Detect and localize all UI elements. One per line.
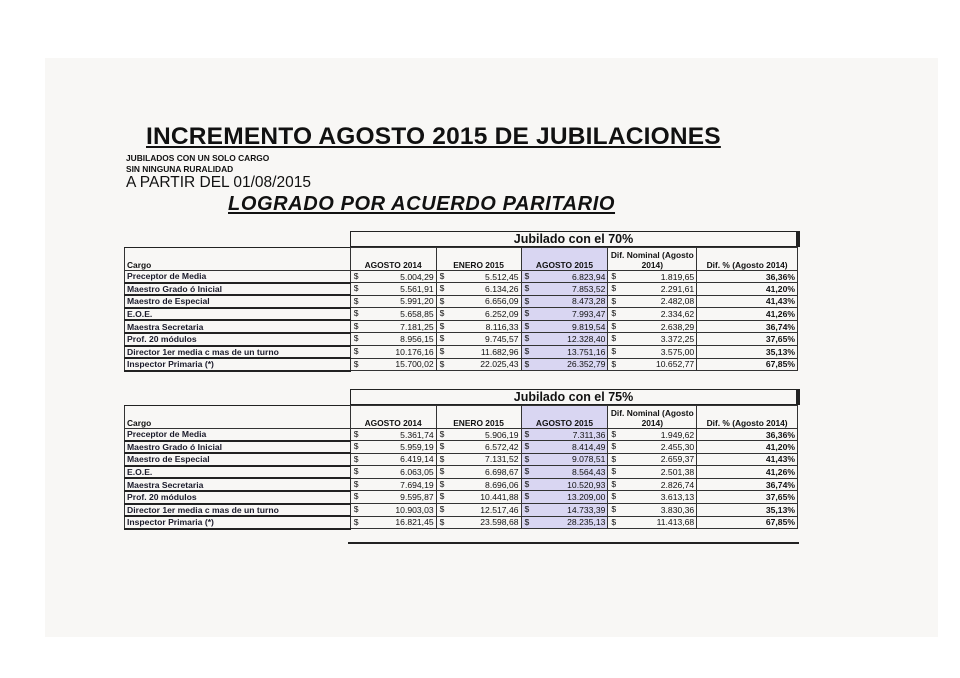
currency-symbol: $ <box>524 504 530 515</box>
currency-symbol: $ <box>353 466 359 477</box>
cell-enero-2015 <box>436 308 521 321</box>
cell-enero-2015 <box>436 466 521 479</box>
amount-value: 7.181,25 <box>400 321 434 332</box>
currency-symbol: $ <box>353 453 359 464</box>
amount-value: 2.659,37 <box>660 454 695 465</box>
amount-value: 22.025,43 <box>480 359 519 370</box>
amount-value: 11.682,96 <box>480 346 519 357</box>
cell-agosto-2015 <box>521 283 608 296</box>
currency-symbol: $ <box>524 478 530 489</box>
currency-symbol: $ <box>439 441 445 452</box>
cell-cargo: Maestro Grado ó Inicial <box>125 441 351 454</box>
amount-value: 5.906,19 <box>485 429 519 440</box>
table-row <box>125 429 798 441</box>
cell-agosto-2015 <box>521 491 608 504</box>
cell-enero-2015 <box>436 441 521 454</box>
amount-value: 10.520,93 <box>567 479 606 490</box>
cell-dif-pct: 37,65% <box>697 491 798 504</box>
table-row <box>125 308 798 321</box>
column-header-agosto-2015: AGOSTO 2015 <box>521 248 608 271</box>
currency-symbol: $ <box>439 320 445 331</box>
currency-symbol: $ <box>611 441 617 452</box>
amount-value: 12.517,46 <box>480 504 519 515</box>
cell-enero-2015 <box>436 504 521 517</box>
cell-enero-2015 <box>436 478 521 491</box>
table-heading: Jubilado con el 70% <box>350 231 800 247</box>
currency-symbol: $ <box>353 504 359 515</box>
currency-symbol: $ <box>611 491 617 502</box>
currency-symbol: $ <box>353 283 359 294</box>
amount-value: 23.598,68 <box>480 517 519 528</box>
subtitle-single-post: JUBILADOS CON UN SOLO CARGO <box>126 153 270 163</box>
currency-symbol: $ <box>353 320 359 331</box>
cell-agosto-2014 <box>350 295 436 308</box>
column-header-agosto-2014: AGOSTO 2014 <box>350 406 436 429</box>
header-row <box>125 248 798 271</box>
currency-symbol: $ <box>524 308 530 319</box>
cell-dif-nominal <box>608 429 697 441</box>
amount-value: 13.209,00 <box>567 492 606 503</box>
column-header-enero-2015: ENERO 2015 <box>436 406 521 429</box>
currency-symbol: $ <box>611 358 617 369</box>
cell-agosto-2014 <box>350 491 436 504</box>
cell-agosto-2015 <box>521 429 608 441</box>
currency-symbol: $ <box>611 478 617 489</box>
amount-value: 2.501,38 <box>660 467 695 478</box>
currency-symbol: $ <box>611 466 617 477</box>
cell-cargo: Maestro de Especial <box>125 295 351 308</box>
amount-value: 8.956,15 <box>400 334 434 345</box>
amount-value: 9.819,54 <box>571 321 606 332</box>
amount-value: 6.252,09 <box>485 309 519 320</box>
column-header-dif-pct: Dif. % (Agosto 2014) <box>697 248 798 271</box>
amount-value: 9.745,57 <box>485 334 519 345</box>
cell-agosto-2014 <box>350 504 436 517</box>
column-header-agosto-2015: AGOSTO 2015 <box>521 406 608 429</box>
column-header-dif-nominal: Dif. Nominal (Agosto 2014) <box>608 248 697 271</box>
cell-cargo: Inspector Primaria (*) <box>125 358 351 371</box>
amount-value: 2.482,08 <box>660 296 695 307</box>
table-row <box>125 333 798 346</box>
cell-enero-2015 <box>436 271 521 283</box>
cell-agosto-2014 <box>350 478 436 491</box>
cell-agosto-2014 <box>350 429 436 441</box>
cell-enero-2015 <box>436 283 521 296</box>
amount-value: 5.959,19 <box>400 441 434 452</box>
currency-symbol: $ <box>353 333 359 344</box>
cell-agosto-2015 <box>521 333 608 346</box>
cell-cargo: E.O.E. <box>125 466 351 479</box>
currency-symbol: $ <box>524 466 530 477</box>
cell-dif-pct: 36,36% <box>697 429 798 441</box>
data-grid <box>124 247 798 372</box>
cell-agosto-2014 <box>350 271 436 283</box>
currency-symbol: $ <box>611 271 617 281</box>
amount-value: 9.595,87 <box>400 492 434 503</box>
currency-symbol: $ <box>353 429 359 439</box>
amount-value: 2.334,62 <box>660 309 695 320</box>
achievement-heading: LOGRADO POR ACUERDO PARITARIO <box>228 193 616 215</box>
currency-symbol: $ <box>439 271 445 281</box>
table-row <box>125 320 798 333</box>
amount-value: 28.235,13 <box>567 517 606 528</box>
cell-dif-nominal <box>608 453 697 466</box>
currency-symbol: $ <box>439 308 445 319</box>
amount-value: 7.131,52 <box>485 454 519 465</box>
cell-agosto-2015 <box>521 441 608 454</box>
cell-dif-pct: 67,85% <box>697 358 798 371</box>
currency-symbol: $ <box>524 429 530 439</box>
cell-dif-nominal <box>608 283 697 296</box>
cell-dif-nominal <box>608 516 697 529</box>
amount-value: 8.696,06 <box>485 479 519 490</box>
table-row <box>125 358 798 371</box>
cell-agosto-2014 <box>350 308 436 321</box>
cell-agosto-2015 <box>521 308 608 321</box>
column-header-dif-nominal: Dif. Nominal (Agosto 2014) <box>608 406 697 429</box>
currency-symbol: $ <box>524 333 530 344</box>
cell-dif-pct: 35,13% <box>697 346 798 359</box>
amount-value: 2.455,30 <box>660 441 695 452</box>
amount-value: 6.572,42 <box>485 441 519 452</box>
cell-enero-2015 <box>436 453 521 466</box>
currency-symbol: $ <box>524 441 530 452</box>
cell-enero-2015 <box>436 491 521 504</box>
table-row <box>125 295 798 308</box>
cell-dif-nominal <box>608 491 697 504</box>
cell-dif-pct: 36,74% <box>697 478 798 491</box>
amount-value: 2.291,61 <box>660 283 695 294</box>
cell-agosto-2015 <box>521 320 608 333</box>
amount-value: 8.564,43 <box>571 467 606 478</box>
amount-value: 6.134,26 <box>485 283 519 294</box>
currency-symbol: $ <box>611 516 617 527</box>
column-header-cargo: Cargo <box>125 248 351 271</box>
currency-symbol: $ <box>439 333 445 344</box>
amount-value: 8.116,33 <box>485 321 519 332</box>
amount-value: 16.821,45 <box>395 517 434 528</box>
amount-value: 12.328,40 <box>567 334 606 345</box>
cell-agosto-2015 <box>521 478 608 491</box>
table-row <box>125 504 798 517</box>
amount-value: 13.751,16 <box>567 346 606 357</box>
currency-symbol: $ <box>524 283 530 294</box>
cell-agosto-2014 <box>350 358 436 371</box>
amount-value: 6.656,09 <box>485 296 519 307</box>
cell-dif-pct: 41,43% <box>697 295 798 308</box>
cell-dif-nominal <box>608 346 697 359</box>
currency-symbol: $ <box>439 429 445 439</box>
cell-dif-nominal <box>608 504 697 517</box>
amount-value: 10.903,03 <box>395 504 434 515</box>
currency-symbol: $ <box>353 271 359 281</box>
cell-agosto-2015 <box>521 466 608 479</box>
table-row <box>125 478 798 491</box>
cell-dif-pct: 41,20% <box>697 441 798 454</box>
amount-value: 10.441,88 <box>480 492 519 503</box>
cell-enero-2015 <box>436 429 521 441</box>
cell-dif-nominal <box>608 358 697 371</box>
amount-value: 5.658,85 <box>400 309 434 320</box>
cell-cargo: Maestro de Especial <box>125 453 351 466</box>
cell-agosto-2015 <box>521 453 608 466</box>
column-header-agosto-2014: AGOSTO 2014 <box>350 248 436 271</box>
currency-symbol: $ <box>439 504 445 515</box>
amount-value: 14.733,39 <box>567 504 606 515</box>
currency-symbol: $ <box>611 295 617 306</box>
table-row <box>125 271 798 283</box>
cell-agosto-2015 <box>521 295 608 308</box>
currency-symbol: $ <box>524 491 530 502</box>
cell-dif-nominal <box>608 466 697 479</box>
cell-agosto-2014 <box>350 283 436 296</box>
cell-cargo: Director 1er media c mas de un turno <box>125 504 351 517</box>
subtitle-no-rurality: SIN NINGUNA RURALIDAD <box>126 164 234 174</box>
amount-value: 2.826,74 <box>660 479 695 490</box>
amount-value: 6.698,67 <box>485 467 519 478</box>
currency-symbol: $ <box>439 466 445 477</box>
currency-symbol: $ <box>524 271 530 281</box>
table-row <box>125 283 798 296</box>
currency-symbol: $ <box>611 333 617 344</box>
currency-symbol: $ <box>439 283 445 294</box>
cell-dif-pct: 41,43% <box>697 453 798 466</box>
cell-cargo: Prof. 20 módulos <box>125 333 351 346</box>
currency-symbol: $ <box>611 504 617 515</box>
amount-value: 6.063,05 <box>400 467 434 478</box>
cell-cargo: Preceptor de Media <box>125 271 351 283</box>
currency-symbol: $ <box>611 429 617 439</box>
cell-agosto-2014 <box>350 320 436 333</box>
cell-dif-pct: 37,65% <box>697 333 798 346</box>
amount-value: 11.413,68 <box>656 517 695 528</box>
cell-enero-2015 <box>436 333 521 346</box>
cell-agosto-2014 <box>350 346 436 359</box>
amount-value: 9.078,51 <box>571 454 606 465</box>
cell-enero-2015 <box>436 295 521 308</box>
data-grid <box>124 405 798 530</box>
cell-dif-nominal <box>608 478 697 491</box>
cell-cargo: Prof. 20 módulos <box>125 491 351 504</box>
currency-symbol: $ <box>353 358 359 369</box>
amount-value: 5.512,45 <box>485 271 519 282</box>
currency-symbol: $ <box>611 346 617 357</box>
amount-value: 26.352,79 <box>567 359 606 370</box>
currency-symbol: $ <box>524 295 530 306</box>
currency-symbol: $ <box>611 453 617 464</box>
cell-agosto-2015 <box>521 346 608 359</box>
table-heading: Jubilado con el 75% <box>350 389 800 405</box>
cell-cargo: Maestra Secretaria <box>125 320 351 333</box>
cell-agosto-2014 <box>350 453 436 466</box>
cell-enero-2015 <box>436 358 521 371</box>
currency-symbol: $ <box>353 491 359 502</box>
column-header-enero-2015: ENERO 2015 <box>436 248 521 271</box>
currency-symbol: $ <box>439 295 445 306</box>
currency-symbol: $ <box>611 308 617 319</box>
document-title: INCREMENTO AGOSTO 2015 DE JUBILACIONES <box>146 123 721 150</box>
amount-value: 5.991,20 <box>400 296 434 307</box>
amount-value: 15.700,02 <box>395 359 434 370</box>
currency-symbol: $ <box>524 320 530 331</box>
cell-agosto-2015 <box>521 516 608 529</box>
table-row <box>125 466 798 479</box>
currency-symbol: $ <box>611 283 617 294</box>
cell-cargo: Maestro Grado ó Inicial <box>125 283 351 296</box>
amount-value: 5.004,29 <box>400 271 434 282</box>
currency-symbol: $ <box>439 491 445 502</box>
amount-value: 3.575,00 <box>660 346 695 357</box>
cell-agosto-2014 <box>350 441 436 454</box>
cell-enero-2015 <box>436 346 521 359</box>
table-row <box>125 441 798 454</box>
amount-value: 2.638,29 <box>660 321 695 332</box>
header-row <box>125 406 798 429</box>
cell-agosto-2015 <box>521 271 608 283</box>
amount-value: 7.311,36 <box>572 429 606 440</box>
cell-dif-nominal <box>608 308 697 321</box>
cell-dif-nominal <box>608 320 697 333</box>
currency-symbol: $ <box>524 453 530 464</box>
amount-value: 6.823,94 <box>571 271 606 282</box>
amount-value: 5.561,91 <box>400 283 434 294</box>
table-row <box>125 491 798 504</box>
cell-agosto-2014 <box>350 516 436 529</box>
currency-symbol: $ <box>439 516 445 527</box>
cell-dif-pct: 35,13% <box>697 504 798 517</box>
table-row <box>125 516 798 529</box>
currency-symbol: $ <box>439 453 445 464</box>
currency-symbol: $ <box>524 516 530 527</box>
currency-symbol: $ <box>353 516 359 527</box>
currency-symbol: $ <box>353 308 359 319</box>
cell-dif-pct: 41,26% <box>697 308 798 321</box>
column-header-dif-pct: Dif. % (Agosto 2014) <box>697 406 798 429</box>
amount-value: 10.652,77 <box>655 359 695 370</box>
cell-dif-nominal <box>608 333 697 346</box>
amount-value: 10.176,16 <box>395 346 434 357</box>
cell-cargo: Inspector Primaria (*) <box>125 516 351 529</box>
amount-value: 5.361,74 <box>400 429 434 440</box>
amount-value: 3.372,25 <box>660 334 695 345</box>
effective-date: A PARTIR DEL 01/08/2015 <box>126 174 311 191</box>
cell-dif-pct: 67,85% <box>697 516 798 529</box>
cell-dif-pct: 41,26% <box>697 466 798 479</box>
currency-symbol: $ <box>353 441 359 452</box>
cell-cargo: Maestra Secretaria <box>125 478 351 491</box>
amount-value: 1.819,65 <box>660 271 695 282</box>
currency-symbol: $ <box>353 478 359 489</box>
amount-value: 8.473,28 <box>571 296 606 307</box>
table-row <box>125 453 798 466</box>
currency-symbol: $ <box>524 346 530 357</box>
cell-cargo: Director 1er media c mas de un turno <box>125 346 351 359</box>
cell-dif-nominal <box>608 295 697 308</box>
currency-symbol: $ <box>439 358 445 369</box>
cell-dif-pct: 41,20% <box>697 283 798 296</box>
amount-value: 3.830,36 <box>660 504 695 515</box>
currency-symbol: $ <box>439 346 445 357</box>
cell-dif-pct: 36,36% <box>697 271 798 283</box>
amount-value: 7.853,52 <box>571 283 606 294</box>
amount-value: 7.694,19 <box>400 479 434 490</box>
cell-cargo: E.O.E. <box>125 308 351 321</box>
bottom-divider <box>348 542 799 544</box>
amount-value: 1.949,62 <box>660 429 695 440</box>
table-row <box>125 346 798 359</box>
amount-value: 6.419,14 <box>400 454 434 465</box>
cell-dif-pct: 36,74% <box>697 320 798 333</box>
amount-value: 3.613,13 <box>660 492 695 503</box>
column-header-cargo: Cargo <box>125 406 351 429</box>
cell-agosto-2014 <box>350 333 436 346</box>
cell-agosto-2015 <box>521 358 608 371</box>
cell-agosto-2014 <box>350 466 436 479</box>
cell-enero-2015 <box>436 320 521 333</box>
cell-cargo: Preceptor de Media <box>125 429 351 441</box>
amount-value: 8.414,49 <box>571 441 606 452</box>
cell-enero-2015 <box>436 516 521 529</box>
currency-symbol: $ <box>353 346 359 357</box>
currency-symbol: $ <box>524 358 530 369</box>
cell-dif-nominal <box>608 271 697 283</box>
amount-value: 7.993,47 <box>571 309 606 320</box>
currency-symbol: $ <box>439 478 445 489</box>
cell-dif-nominal <box>608 441 697 454</box>
currency-symbol: $ <box>611 320 617 331</box>
cell-agosto-2015 <box>521 504 608 517</box>
currency-symbol: $ <box>353 295 359 306</box>
